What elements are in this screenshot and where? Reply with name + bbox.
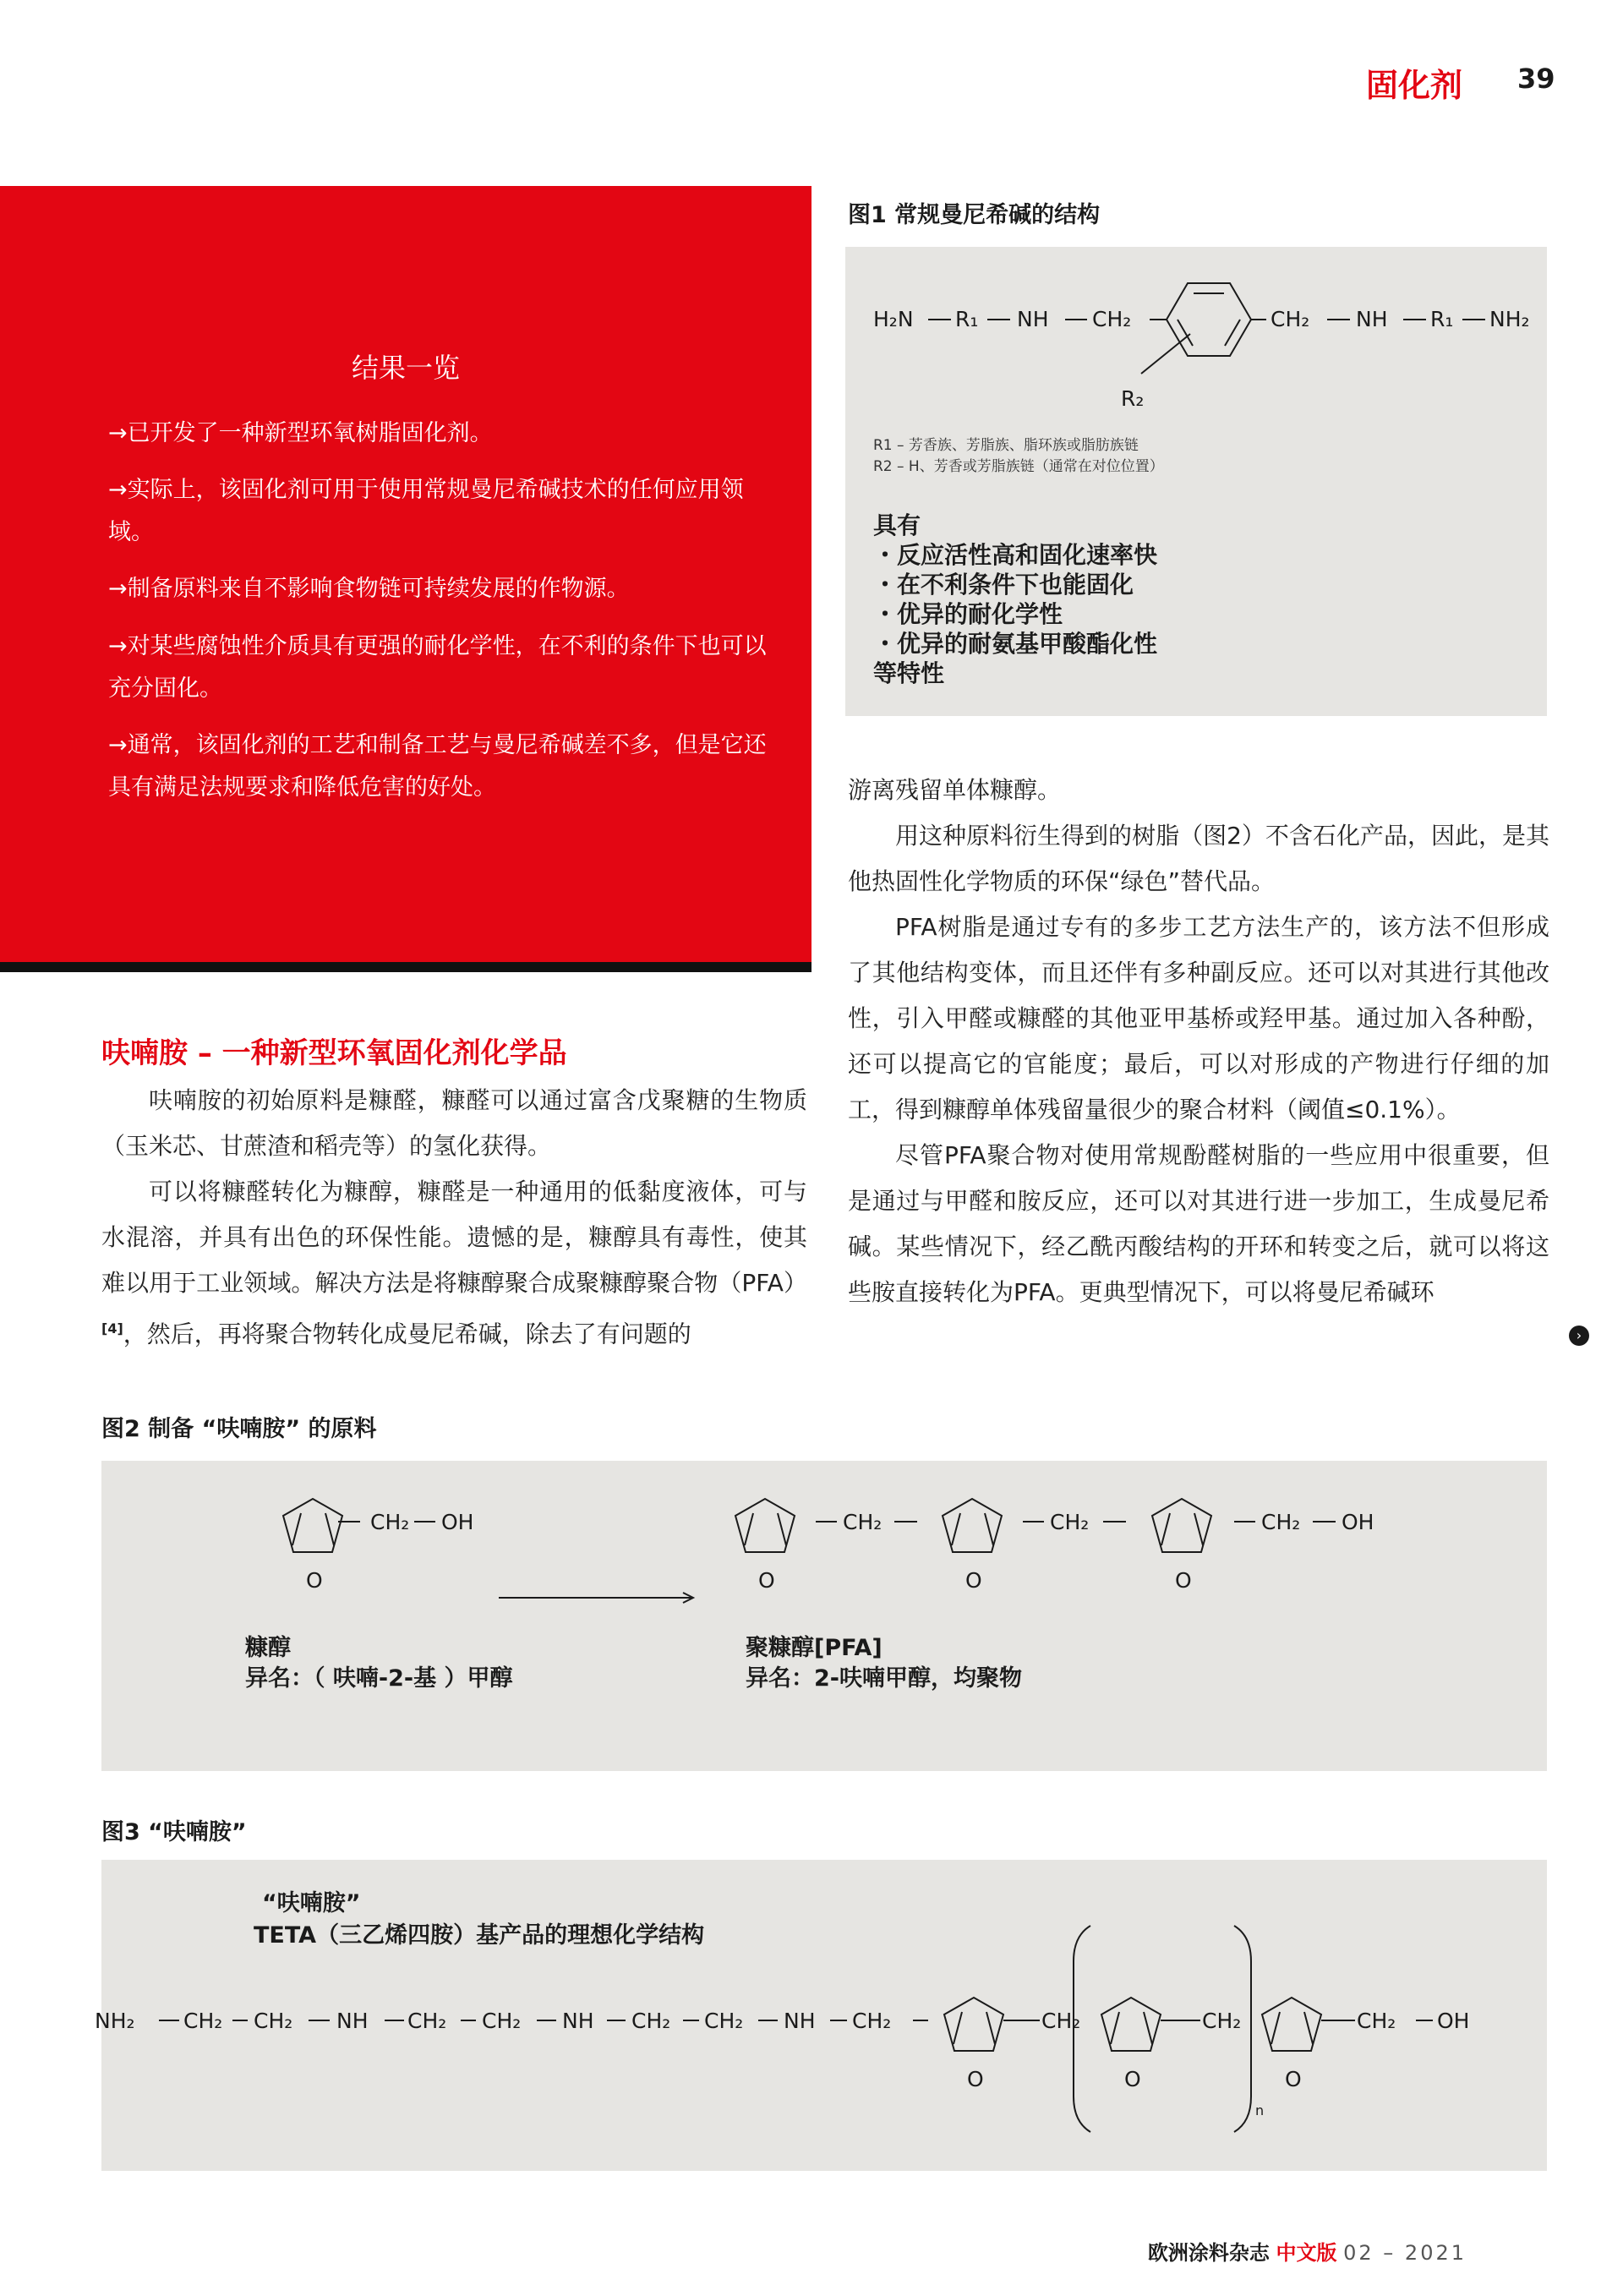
fig1-panel xyxy=(845,247,1547,716)
fig2-left-name: 糠醇 xyxy=(245,1635,291,1661)
fig2-o: O xyxy=(1175,1568,1192,1593)
fig3-nh2: NH₂ xyxy=(95,2009,135,2033)
fig3-title2: TETA（三乙烯四胺）基产品的理想化学结构 xyxy=(254,1922,705,1949)
fig2-oh: OH xyxy=(441,1510,474,1534)
fig2-ch2: CH₂ xyxy=(1261,1510,1301,1534)
furan-amine-structure-diagram xyxy=(95,1860,1547,2171)
summary-item: →实际上，该固化剂可用于使用常规曼尼希碱技术的任何应用领域。 xyxy=(108,477,744,545)
fig3-panel xyxy=(95,1860,1547,2171)
fig1-r2: R₂ xyxy=(1121,386,1145,411)
summary-item: →对某些腐蚀性介质具有更强的耐化学性，在不利的条件下也可以充分固化。 xyxy=(108,633,767,702)
fig2-right-alias: 异名：2-呋喃甲醇，均聚物 xyxy=(746,1665,1022,1692)
fig2-ch2: CH₂ xyxy=(370,1510,410,1534)
section-title: 固化剂 xyxy=(1365,67,1462,104)
footer xyxy=(1148,2236,1467,2266)
fig3-ch2: CH₂ xyxy=(482,2009,522,2033)
fig2-panel xyxy=(101,1461,1547,1771)
footer-journal: 欧洲涂料杂志 xyxy=(1147,2241,1270,2265)
fig3-caption: 图3 “呋喃胺” xyxy=(101,1819,247,1845)
fig3-ch2: CH₂ xyxy=(852,2009,892,2033)
fig1-feature: ・优异的耐化学性 xyxy=(873,600,1063,628)
summary-title: 结果一览 xyxy=(351,352,460,384)
fig1-r1: R₁ xyxy=(955,307,979,331)
fig1-note: R1 – 芳香族、芳脂族、脂环族或脂肪族链 xyxy=(873,437,1139,454)
fig1-caption: 图1 常规曼尼希碱的结构 xyxy=(848,202,1101,228)
fig3-o: O xyxy=(1285,2067,1302,2091)
fig3-o: O xyxy=(1124,2067,1141,2091)
pfa-synthesis-diagram xyxy=(101,1461,1547,1771)
fig1-nh-b: NH xyxy=(1356,307,1388,331)
fig2-right-name: 聚糠醇[PFA] xyxy=(746,1635,883,1661)
summary-bottom-rule xyxy=(0,962,812,972)
reference-mark: [4] xyxy=(101,1320,123,1337)
fig3-ch2: CH₂ xyxy=(254,2009,293,2033)
fig1-note: R2 – H、芳香或芳脂族链（通常在对位位置） xyxy=(873,458,1164,475)
fig3-oh: OH xyxy=(1437,2009,1470,2033)
fig3-ch2: CH₂ xyxy=(631,2009,671,2033)
summary-item: →通常，该固化剂的工艺和制备工艺与曼尼希碱差不多，但是它还具有满足法规要求和降低危害的好处。 xyxy=(108,732,767,801)
fig3-repeat-n: n xyxy=(1255,2102,1265,2118)
fig3-ch2: CH₂ xyxy=(183,2009,223,2033)
paragraph: 尽管PFA聚合物对使用常规酚醛树脂的一些应用中很重要，但是通过与甲醛和胺反应，还可以对其进行进一步加工，生成曼尼希碱。某些情况下，经乙酰丙酸结构的开环和转变之后，就可以将这些胺直接转化为PFA。更典型情况下，可以将曼尼希碱环 xyxy=(848,1141,1549,1306)
fig2-oh: OH xyxy=(1342,1510,1374,1534)
paragraph: 用这种原料衍生得到的树脂（图2）不含石化产品，因此，是其他热固性化学物质的环保“绿色”替代品。 xyxy=(848,822,1549,895)
fig2-ch2: CH₂ xyxy=(1050,1510,1090,1534)
fig2-left-alias: 异名：（ 呋喃-2-基 ）甲醇 xyxy=(245,1665,513,1692)
fig1-features-tail: 等特性 xyxy=(873,659,945,687)
fig1-ch2: CH₂ xyxy=(1092,307,1132,331)
footer-edition: 中文版 xyxy=(1276,2241,1337,2265)
fig1-nh: NH xyxy=(1017,307,1049,331)
left-column-text xyxy=(101,1078,807,1357)
fig2-caption: 图2 制备 “呋喃胺” 的原料 xyxy=(101,1416,377,1442)
fig3-nh: NH xyxy=(784,2009,816,2033)
fig1-feature: ・优异的耐氨基甲酸酯化性 xyxy=(873,630,1158,658)
continue-arrow-icon: › xyxy=(1569,1326,1589,1346)
fig3-nh: NH xyxy=(562,2009,594,2033)
paragraph: 呋喃胺的初始原料是糠醛，糠醛可以通过富含戊聚糖的生物质（玉米芯、甘蔗渣和稻壳等）的氢化获得。 xyxy=(101,1086,807,1160)
page-number: 39 xyxy=(1517,63,1555,95)
fig3-o: O xyxy=(967,2067,984,2091)
fig1-h2n: H₂N xyxy=(873,307,914,331)
right-column-text xyxy=(848,768,1549,1315)
fig1-features-head: 具有 xyxy=(873,511,921,539)
fig3-ch2: CH₂ xyxy=(407,2009,447,2033)
fig3-ch2: CH₂ xyxy=(1357,2009,1396,2033)
summary-item: →制备原料来自不影响食物链可持续发展的作物源。 xyxy=(108,576,630,602)
fig2-o: O xyxy=(965,1568,982,1593)
article-heading: 呋喃胺 – 一种新型环氧固化剂化学品 xyxy=(101,1036,567,1070)
paragraph xyxy=(101,1169,807,1357)
summary-item: →已开发了一种新型环氧树脂固化剂。 xyxy=(108,420,493,446)
fig1-feature: ・在不利条件下也能固化 xyxy=(873,571,1134,599)
fig3-nh: NH xyxy=(336,2009,369,2033)
fig3-ch2: CH₂ xyxy=(1041,2009,1081,2033)
fig2-o: O xyxy=(306,1568,323,1593)
footer-issue: 02 – 2021 xyxy=(1343,2241,1467,2265)
fig3-ch2: CH₂ xyxy=(1202,2009,1242,2033)
fig3-title1: “呋喃胺” xyxy=(262,1890,361,1916)
paragraph-text: 可以将糠醛转化为糠醇，糠醛是一种通用的低黏度液体，可与水混溶，并具有出色的环保性能。遗憾的是，糠醇具有毒性，使其难以用于工业领域。解决方法是将糠醇聚合成聚糠醇聚合物（PFA） xyxy=(101,1178,807,1297)
fig3-ch2: CH₂ xyxy=(704,2009,744,2033)
paragraph: PFA树脂是通过专有的多步工艺方法生产的，该方法不但形成了其他结构变体，而且还伴有多种副反应。还可以对其进行其他改性，引入甲醛或糠醛的其他亚甲基桥或羟甲基。通过加入各种酚，还可以提高它的官能度；最后，可以对形成的产物进行仔细的加工，得到糠醇单体残留量很少的聚合材料（阈值≤0.1%）。 xyxy=(848,913,1549,1123)
fig2-o: O xyxy=(758,1568,775,1593)
fig2-ch2: CH₂ xyxy=(843,1510,883,1534)
paragraph: 游离残留单体糠醇。 xyxy=(848,776,1062,804)
summary-box xyxy=(0,186,812,964)
fig1-feature: ・反应活性高和固化速率快 xyxy=(873,541,1158,569)
paragraph-text: ，然后，再将聚合物转化成曼尼希碱，除去了有问题的 xyxy=(123,1320,691,1348)
mannich-structure-diagram xyxy=(845,247,1547,441)
fig1-nh2: NH₂ xyxy=(1489,307,1530,331)
fig1-r1-b: R₁ xyxy=(1430,307,1454,331)
fig1-ch2-b: CH₂ xyxy=(1271,307,1310,331)
